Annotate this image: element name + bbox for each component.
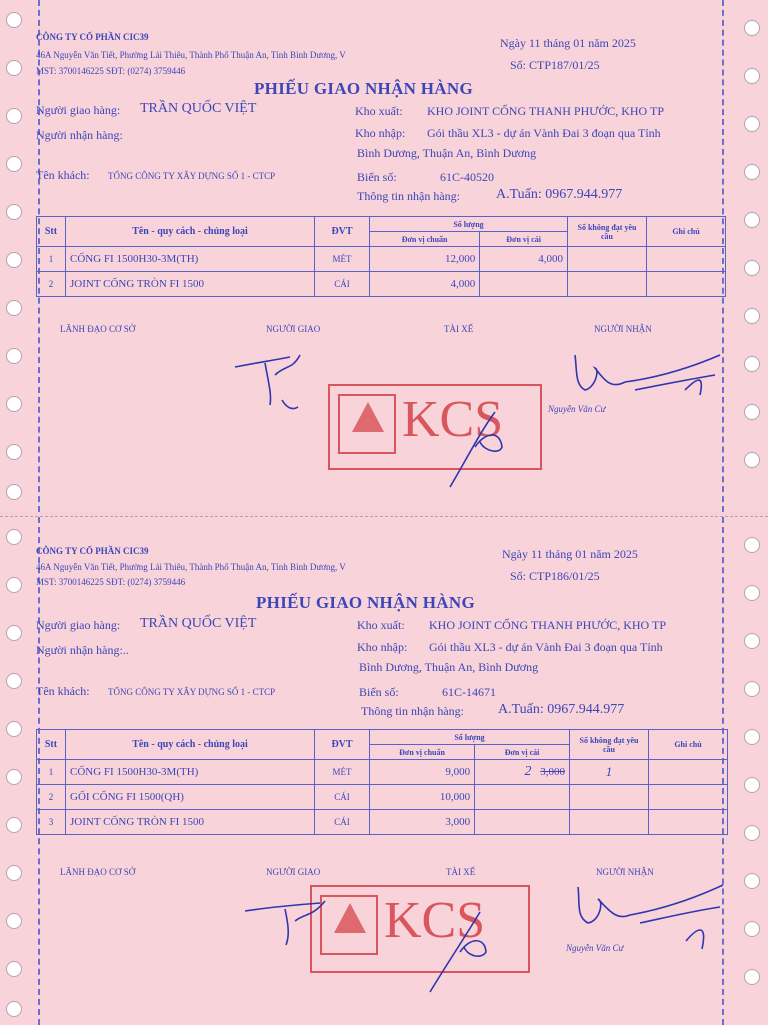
slip-date: Ngày 11 tháng 01 năm 2025 [500,36,636,50]
row-fail [570,810,649,835]
col-note: Ghi chú [649,730,728,760]
warehouse-in-label: Kho nhập: [355,126,406,140]
company-address: 46A Nguyễn Văn Tiết, Phường Lái Thiêu, Thành Phố Thuận An, Tỉnh Bình Dương, V [36,562,346,572]
col-unit: ĐVT [315,730,370,760]
delivery-slip-2 [0,516,768,1025]
row-note [647,272,726,297]
col-piece: Đơn vị cái [480,232,568,247]
row-note [649,785,728,810]
col-piece: Đơn vị cái [475,745,570,760]
tractor-holes-right [742,517,764,1025]
slip-number: Số: CTP187/01/25 [510,58,600,72]
table-row [37,785,728,810]
warehouse-in-line2: Bình Dương, Thuận An, Bình Dương [359,660,539,674]
col-unit: ĐVT [315,217,370,247]
company-name: CÔNG TY CỔ PHẦN CIC39 [36,32,149,42]
page-title: PHIẾU GIAO NHẬN HÀNG [256,593,475,612]
signer-driver: TÀI XẾ [444,324,474,334]
row-name: GỐI CỐNG FI 1500(QH) [66,785,315,810]
deliverer-name: TRẦN QUỐC VIỆT [140,616,257,631]
receiver-signature [568,877,728,967]
warehouse-out-label: Kho xuất: [355,104,403,118]
row-name: CỐNG FI 1500H30-3M(TH) [66,760,315,785]
signer-manager: LÃNH ĐẠO CƠ SỞ [60,324,136,334]
row-stt: 1 [37,760,66,785]
deliverer-label: Người giao hàng: [36,618,121,632]
signer-deliverer: NGƯỜI GIAO [266,867,321,877]
delivery-slip-1 [0,0,768,512]
row-std: 3,000 [370,810,475,835]
row-unit: MÉT [315,760,370,785]
struck-piece: 3,000 [540,766,565,778]
contact-info: A.Tuấn: 0967.944.977 [498,702,625,717]
deliverer-signature [230,345,320,425]
signer-receiver: NGƯỜI NHẬN [594,324,652,334]
row-stt: 2 [37,272,66,297]
tractor-holes-left [4,0,26,512]
col-stt: Stt [37,217,66,247]
contact-label: Thông tin nhận hàng: [361,704,464,718]
warehouse-in-line2: Bình Dương, Thuận An, Bình Dương [357,146,537,160]
deliverer-name: TRẦN QUỐC VIỆT [140,101,257,116]
warehouse-in-label: Kho nhập: [357,640,408,654]
tractor-holes-left [4,517,26,1025]
warehouse-in: Gói thầu XL3 - dự án Vành Đai 3 đoạn qua Tỉnh [429,640,663,654]
table-row [37,810,728,835]
row-piece: 4,000 [480,247,568,272]
row-fail [568,247,647,272]
row-note [649,760,728,785]
company-address: 46A Nguyễn Văn Tiết, Phường Lái Thiêu, Thành Phố Thuận An, Tỉnh Bình Dương, V [36,50,346,60]
row-fail [570,785,649,810]
stamp-text: KCS [384,892,486,949]
customer-label: Tên khách: [36,168,90,182]
slip-number: Số: CTP186/01/25 [510,569,600,583]
signer-deliverer: NGƯỜI GIAO [266,324,321,334]
col-note: Ghi chú [647,217,726,247]
row-std: 12,000 [370,247,480,272]
row-std: 9,000 [370,760,475,785]
plate-label: Biển số: [357,170,397,184]
receiver-label: Người nhận hàng:.. [36,643,129,657]
row-fail [568,272,647,297]
warehouse-out: KHO JOINT CỐNG THANH PHƯỚC, KHO TP [427,104,664,118]
deliverer-label: Người giao hàng: [36,103,121,117]
col-fail: Số không đạt yêu cầu [568,217,647,247]
deliverer-signature [240,893,340,963]
handwritten-piece: 2 [524,764,532,779]
row-note [649,810,728,835]
row-name: JOINT CỐNG TRÒN FI 1500 [66,272,315,297]
row-unit: CÁI [315,785,370,810]
row-unit: CÁI [315,810,370,835]
receiver-signature [565,350,725,430]
warehouse-out: KHO JOINT CỐNG THANH PHƯỚC, KHO TP [429,618,666,632]
plate-number: 61C-40520 [440,170,494,184]
signer-manager: LÃNH ĐẠO CƠ SỞ [60,867,136,877]
warehouse-in: Gói thầu XL3 - dự án Vành Đai 3 đoạn qua Tỉnh [427,126,661,140]
contact-info: A.Tuấn: 0967.944.977 [496,187,623,202]
row-piece [475,785,570,810]
signer-receiver: NGƯỜI NHẬN [596,867,654,877]
row-stt: 3 [37,810,66,835]
col-fail: Số không đạt yêu cầu [570,730,649,760]
row-std: 10,000 [370,785,475,810]
table-row [37,760,728,785]
row-piece [475,810,570,835]
row-std: 4,000 [370,272,480,297]
col-std: Đơn vị chuẩn [370,232,480,247]
row-piece [480,272,568,297]
col-name: Tên - quy cách - chủng loại [66,217,315,247]
handwritten-receiver-name: Nguyễn Văn Cư [548,404,606,414]
slip-date: Ngày 11 tháng 01 năm 2025 [502,547,638,561]
row-piece [475,760,570,785]
row-note [647,247,726,272]
company-tax-phone: MST: 3700146225 SĐT: (0274) 3759446 [36,66,186,76]
row-name: JOINT CỐNG TRÒN FI 1500 [66,810,315,835]
contact-label: Thông tin nhận hàng: [357,189,460,203]
items-table [36,216,726,297]
col-name: Tên - quy cách - chủng loại [66,730,315,760]
stamp-text: KCS [402,391,504,448]
driver-signature [420,897,510,997]
handwritten-receiver-name: Nguyễn Văn Cư [566,943,624,953]
customer-name: TỔNG CÔNG TY XÂY DỰNG SỐ 1 - CTCP [108,687,276,697]
col-stt: Stt [37,730,66,760]
company-tax-phone: MST: 3700146225 SĐT: (0274) 3759446 [36,577,186,587]
company-name: CÔNG TY CỔ PHẦN CIC39 [36,546,149,556]
row-name: CỐNG FI 1500H30-3M(TH) [66,247,315,272]
page-title: PHIẾU GIAO NHẬN HÀNG [254,79,473,98]
plate-label: Biển số: [359,685,399,699]
row-unit: MÉT [315,247,370,272]
driver-signature [440,392,520,492]
col-std: Đơn vị chuẩn [370,745,475,760]
customer-label: Tên khách: [36,684,90,698]
col-qty: Số lượng [370,730,570,745]
row-fail: 1 [570,760,649,785]
table-row [37,247,726,272]
customer-name: TỔNG CÔNG TY XÂY DỰNG SỐ 1 - CTCP [108,171,276,181]
table-row [37,272,726,297]
signer-driver: TÀI XẾ [446,867,476,877]
items-table [36,729,728,835]
receiver-label: Người nhận hàng: [36,128,123,142]
col-qty: Số lượng [370,217,568,232]
row-stt: 1 [37,247,66,272]
plate-number: 61C-14671 [442,685,496,699]
row-stt: 2 [37,785,66,810]
row-unit: CÁI [315,272,370,297]
warehouse-out-label: Kho xuất: [357,618,405,632]
tractor-holes-right [742,0,764,512]
